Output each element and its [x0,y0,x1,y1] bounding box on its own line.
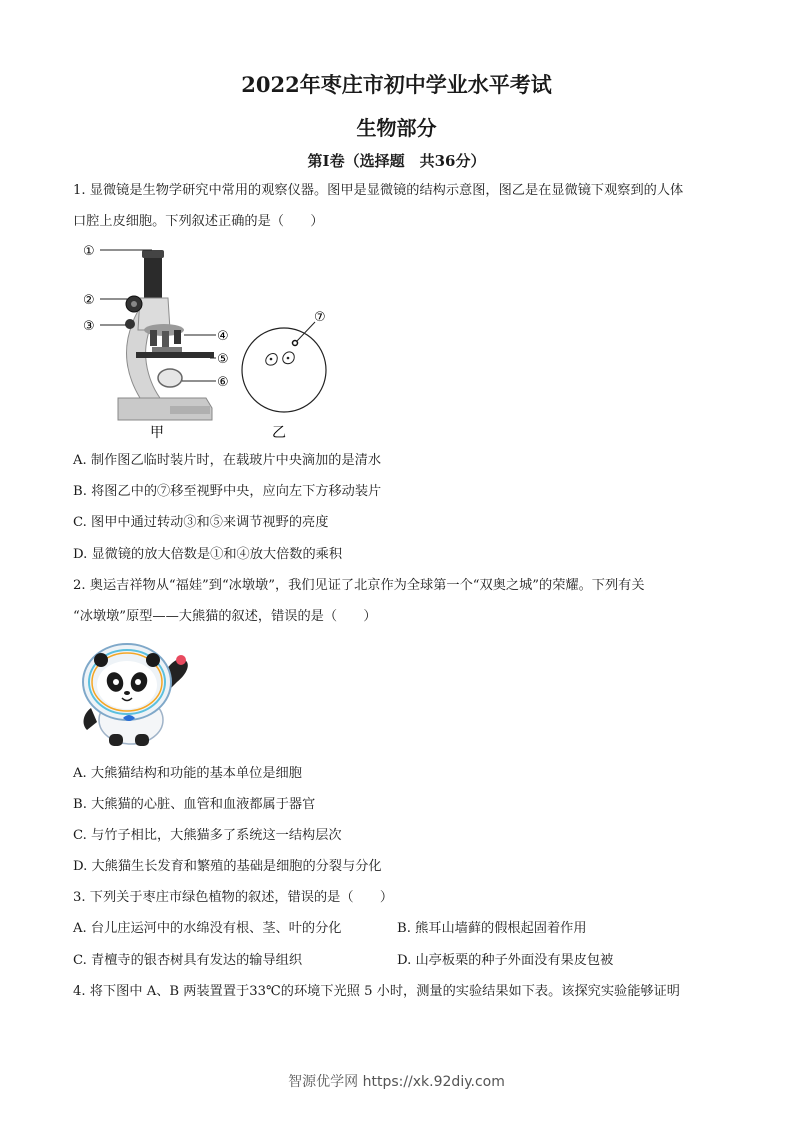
caption-yi: 乙 [272,425,286,441]
q3-option-c: C. 青檀寺的银杏树具有发达的输导组织 [73,953,303,968]
label-7: ⑦ [314,310,326,325]
section-title: 第Ⅰ卷（选择题 共36分） [307,152,486,170]
q1-option-d: D. 显微镜的放大倍数是①和④放大倍数的乘积 [73,547,343,562]
q1-stem-line2: 口腔上皮细胞。下列叙述正确的是（ ） [73,214,324,229]
mascot-image [73,638,191,748]
footer-watermark: 智源优学网 https://xk.92diy.com [288,1074,505,1090]
q3-option-a: A. 台儿庄运河中的水绵没有根、茎、叶的分化 [73,921,342,936]
q2-option-a: A. 大熊猫结构和功能的基本单位是细胞 [73,766,302,781]
label-4: ④ [217,329,229,344]
q1-option-b: B. 将图乙中的⑦移至视野中央，应向左下方移动装片 [73,484,382,499]
q4-stem: 4. 将下图中 A、B 两装置置于33℃的环境下光照 5 小时，测量的实验结果如下表。该探究实验能够证明 [73,984,680,999]
label-3: ③ [83,319,95,334]
q2-stem-line1: 2. 奥运吉祥物从“福娃”到“冰墩墩”，我们见证了北京作为全球第一个“双奥之城”的荣耀。下列有关 [73,578,645,593]
q1-option-a: A. 制作图乙临时装片时，在载玻片中央滴加的是清水 [73,453,382,468]
label-5: ⑤ [217,352,229,367]
page-subtitle: 生物部分 [356,116,437,140]
q2-option-c: C. 与竹子相比，大熊猫多了系统这一结构层次 [73,828,342,843]
page-title: 2022年枣庄市初中学业水平考试 [241,72,552,97]
q3-stem: 3. 下列关于枣庄市绿色植物的叙述，错误的是（ ） [73,890,394,905]
q3-option-d: D. 山亭板栗的种子外面没有果皮包被 [397,953,614,968]
label-2: ② [83,293,95,308]
caption-jia: 甲 [150,425,164,441]
q2-stem-line2: “冰墩墩”原型——大熊猫的叙述，错误的是（ ） [73,609,377,624]
q1-option-c: C. 图甲中通过转动③和⑤来调节视野的亮度 [73,515,329,530]
q3-option-b: B. 熊耳山墙藓的假根起固着作用 [397,921,587,936]
q2-option-d: D. 大熊猫生长发育和繁殖的基础是细胞的分裂与分化 [73,859,382,874]
label-6: ⑥ [217,375,229,390]
q2-option-b: B. 大熊猫的心脏、血管和血液都属于器官 [73,797,316,812]
label-1: ① [83,244,95,259]
microscope-figure [78,238,358,443]
q1-stem-line1: 1. 显微镜是生物学研究中常用的观察仪器。图甲是显微镜的结构示意图，图乙是在显微镜下观察到的人体 [73,183,684,198]
